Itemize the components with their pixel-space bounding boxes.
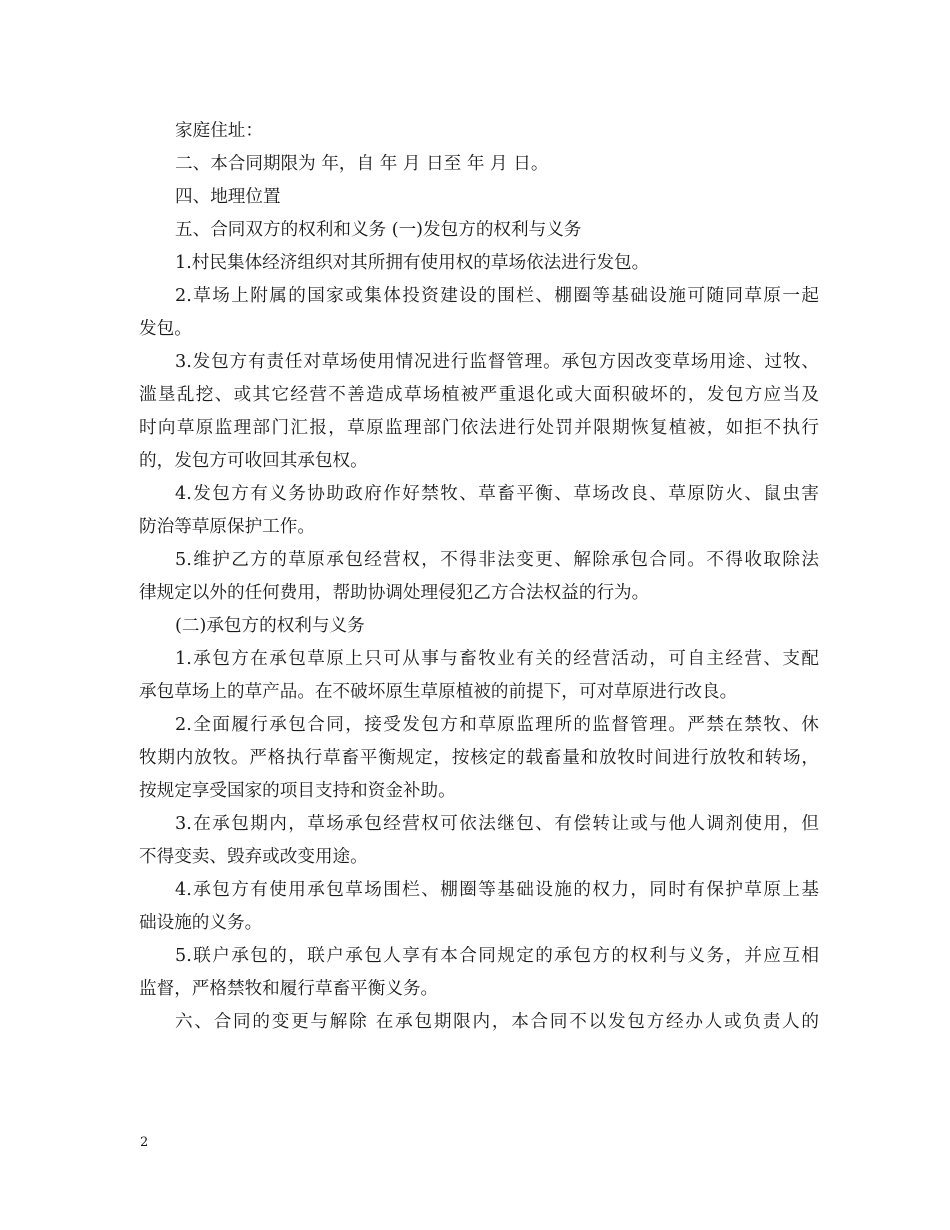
paragraph-line: 3.发包方有责任对草场使用情况进行监督管理。承包方因改变草场用途、过牧、: [175, 352, 819, 372]
paragraph-line: 5.联户承包的，联户承包人享有本合同规定的承包方的权利与义务，并应互相: [175, 946, 819, 966]
paragraph-line: 不得变卖、毁弃或改变用途。: [139, 847, 368, 867]
paragraph-line: 监督，严格禁牧和履行草畜平衡义务。: [139, 979, 439, 999]
paragraph-line: 的，发包方可收回其承包权。: [139, 451, 368, 471]
paragraph-line: 时向草原监理部门汇报，草原监理部门依法进行处罚并限期恢复植被，如拒不执行: [139, 418, 819, 438]
paragraph-line: 律规定以外的任何费用，帮助协调处理侵犯乙方合法权益的行为。: [139, 583, 650, 603]
paragraph-line: 5.维护乙方的草原承包经营权，不得非法变更、解除承包合同。不得收取除法: [175, 550, 819, 570]
term-line: 二、本合同期限为 年，自 年 月 日至 年 月 日。: [175, 154, 549, 174]
paragraph-line: 3.在承包期内，草场承包经营权可依法继包、有偿转让或与他人调剂使用，但: [175, 814, 819, 834]
paragraph-line: 2.草场上附属的国家或集体投资建设的围栏、棚圈等基础设施可随同草原一起: [175, 286, 819, 306]
paragraph-line: 发包。: [139, 319, 192, 339]
paragraph-line: 滥垦乱挖、或其它经营不善造成草场植被严重退化或大面积破坏的，发包方应当及: [139, 385, 819, 405]
paragraph-line: 2.全面履行承包合同，接受发包方和草原监理所的监督管理。严禁在禁牧、休: [175, 715, 819, 735]
paragraph-line: 4.承包方有使用承包草场围栏、棚圈等基础设施的权力，同时有保护草原上基: [175, 880, 819, 900]
paragraph-line: 防治等草原保护工作。: [139, 517, 315, 537]
page-number: 2: [140, 1135, 149, 1150]
section-heading: (二)承包方的权利与义务: [175, 616, 365, 636]
paragraph-line: 承包草场上的草产品。在不破坏原生草原植被的前提下，可对草原进行改良。: [139, 682, 738, 702]
paragraph-line: 4.发包方有义务协助政府作好禁牧、草畜平衡、草场改良、草原防火、鼠虫害: [175, 484, 819, 504]
paragraph-line: 六、合同的变更与解除 在承包期限内，本合同不以发包方经办人或负责人的: [175, 1012, 819, 1032]
paragraph-line: 牧期内放牧。严格执行草畜平衡规定，按核定的载畜量和放牧时间进行放牧和转场，: [139, 748, 819, 768]
section-heading: 四、地理位置: [175, 187, 281, 207]
document-body: [139, 115, 819, 1039]
section-heading: 五、合同双方的权利和义务 (一)发包方的权利与义务: [175, 220, 582, 240]
paragraph-line: 1.村民集体经济组织对其所拥有使用权的草场依法进行发包。: [175, 253, 650, 273]
address-line: 家庭住址：: [175, 121, 263, 141]
paragraph-line: 1.承包方在承包草原上只可从事与畜牧业有关的经营活动，可自主经营、支配: [175, 649, 819, 669]
paragraph-line: 础设施的义务。: [139, 913, 263, 933]
paragraph-line: 按规定享受国家的项目支持和资金补助。: [139, 781, 456, 801]
